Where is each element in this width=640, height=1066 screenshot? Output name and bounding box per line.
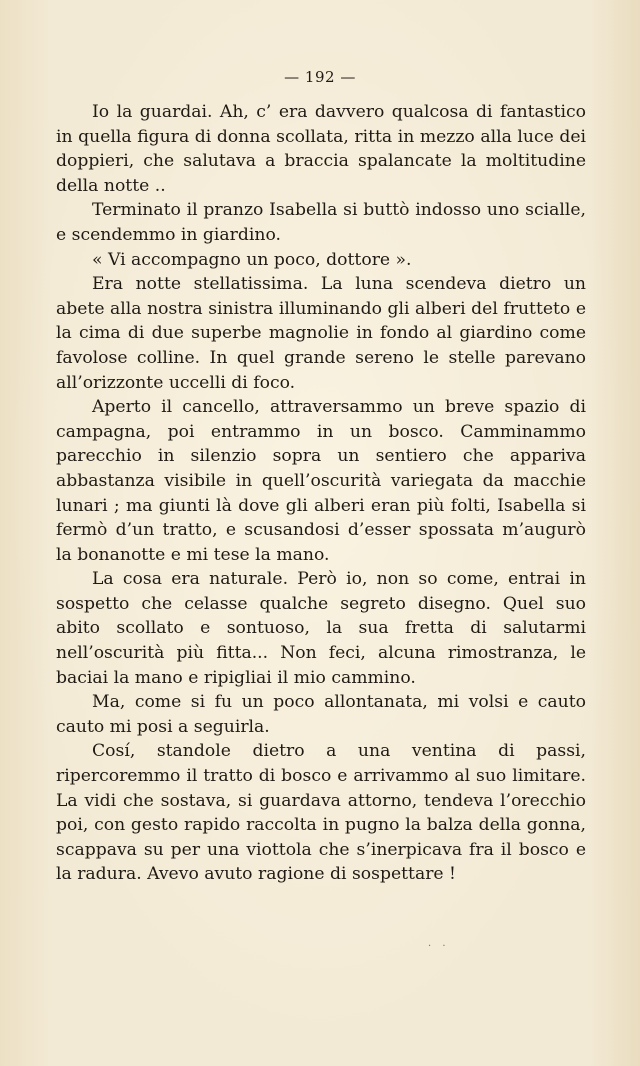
paragraph: Cosí, standole dietro a una ventina di passi, ripercoremmo il tratto di bosco e arrivammo al suo limitare. La vidi che sostava, si guardava attorno, tendeva l’orecchio poi, con gesto rapido raccolta in pugno la balza della gonna, scappava su per una viottola che s’inerpicava fra il bosco e la radura. Avevo avuto ragione di sospettare !: [56, 741, 586, 885]
page-number: — 192 —: [284, 68, 356, 86]
paragraph: Io la guardai. Ah, c’ era davvero qualcosa di fantastico in quella figura di donna scollata, ritta in mezzo alla luce dei doppieri, che salutava a braccia spalancate la moltitudine della notte ..: [56, 102, 586, 196]
paragraph: Era notte stellatissima. La luna scendeva dietro un abete alla nostra sinistra illuminando gli alberi del frutteto e la cima di due superbe magnolie in fondo al giardino come favolose colline. In quel grande sereno le stelle parevano all’orizzonte uccelli di foco.: [56, 274, 586, 393]
paragraph: Ma, come si fu un poco allontanata, mi volsi e cauto cauto mi posi a seguirla.: [56, 692, 586, 737]
paragraph: Terminato il pranzo Isabella si buttò indosso uno scialle, e scendemmo in giardino.: [56, 200, 586, 245]
paragraph: La cosa era naturale. Però io, non so come, entrai in sospetto che celasse qualche segreto disegno. Quel suo abito scollato e sontuoso, la sua fretta di salutarmi nell’oscurità più fitta... Non feci, alcuna rimostranza, le baciai la mano e ripigliai il mio cammino.: [56, 569, 586, 688]
paragraph: Aperto il cancello, attraversammo un breve spazio di campagna, poi entrammo in un bosco. Camminammo parecchio in silenzio sopra un sentiero che appariva abbastanza visibile in quell’oscurità variegata da macchie lunari ; ma giunti là dove gli alberi eran più folti, Isabella si fermò d’un tratto, e scusandosi d’esser spossata m’augurò la bonanotte e mi tese la mano.: [56, 397, 586, 565]
paragraph: « Vi accompagno un poco, dottore ».: [92, 249, 412, 270]
body-text: [56, 100, 586, 887]
print-speck: · ·: [428, 941, 450, 952]
